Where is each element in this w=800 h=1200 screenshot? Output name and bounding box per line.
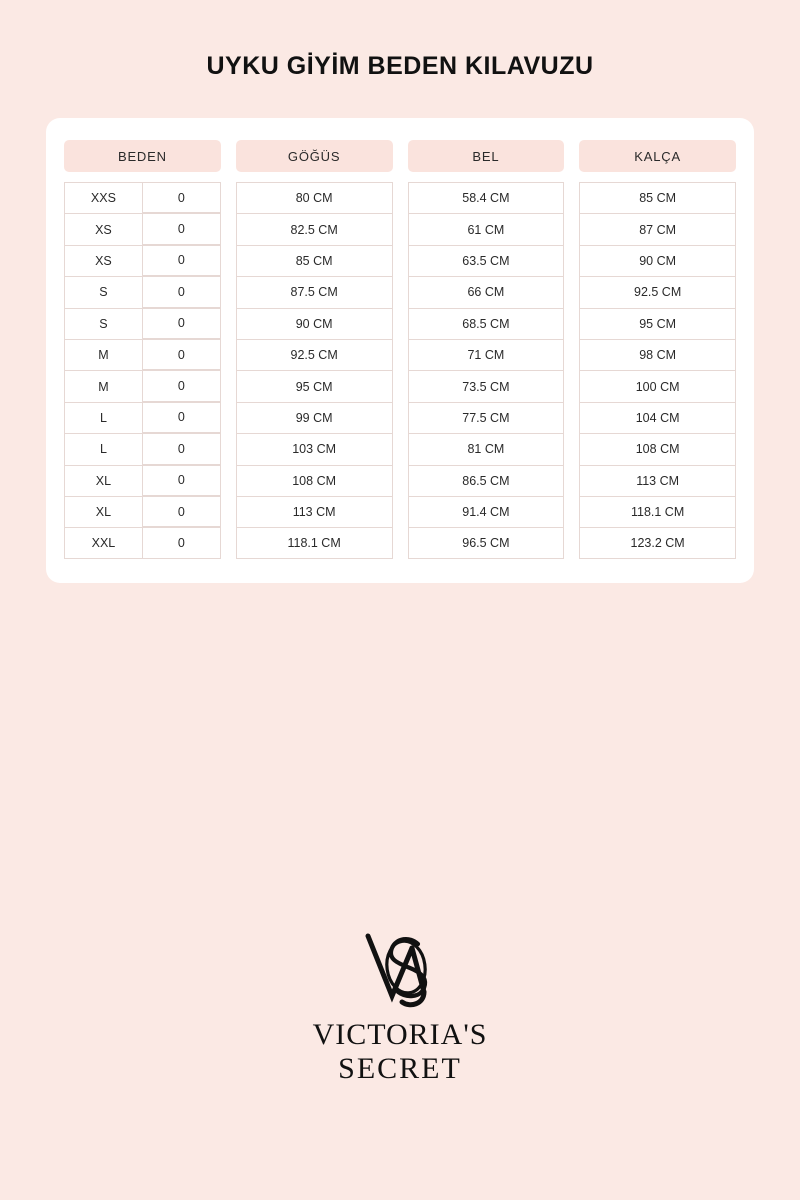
column-gogus <box>236 140 393 559</box>
cell-waist: 91.4 CM <box>408 496 565 527</box>
cell-size-num: 0 <box>142 496 221 527</box>
brand-line-2: SECRET <box>338 1051 462 1085</box>
cell-hip: 95 CM <box>579 308 736 339</box>
cell-size-num: 0 <box>142 213 221 244</box>
cell-size: S <box>64 308 142 339</box>
table-row <box>64 370 221 401</box>
cell-hip: 92.5 CM <box>579 276 736 307</box>
cell-size: XXL <box>64 527 142 558</box>
brand-wordmark <box>0 1018 800 1085</box>
cell-size-num: 0 <box>142 370 221 401</box>
cell-hip: 118.1 CM <box>579 496 736 527</box>
brand-line-1: VICTORIA'S <box>312 1018 488 1051</box>
table-row <box>64 527 221 558</box>
cell-hip: 113 CM <box>579 465 736 496</box>
cell-size: M <box>64 370 142 401</box>
cell-bust: 108 CM <box>236 465 393 496</box>
table-row <box>64 433 221 464</box>
cell-size: L <box>64 402 142 433</box>
column-header-kalca: KALÇA <box>579 140 736 172</box>
column-bel <box>408 140 565 559</box>
size-table-card <box>46 118 754 583</box>
cell-waist: 86.5 CM <box>408 465 565 496</box>
cell-hip: 123.2 CM <box>579 527 736 558</box>
cell-size: XL <box>64 465 142 496</box>
cell-size: XL <box>64 496 142 527</box>
cell-size-num: 0 <box>142 276 221 307</box>
column-header-bel: BEL <box>408 140 565 172</box>
cell-bust: 85 CM <box>236 245 393 276</box>
cell-waist: 77.5 CM <box>408 402 565 433</box>
cell-size-num: 0 <box>142 339 221 370</box>
cell-waist: 58.4 CM <box>408 182 565 213</box>
cell-bust: 90 CM <box>236 308 393 339</box>
brand-footer <box>0 930 800 1085</box>
cell-waist: 71 CM <box>408 339 565 370</box>
cell-waist: 81 CM <box>408 433 565 464</box>
cell-bust: 80 CM <box>236 182 393 213</box>
table-row <box>64 465 221 496</box>
cell-bust: 118.1 CM <box>236 527 393 558</box>
column-body-beden <box>64 182 221 559</box>
cell-waist: 73.5 CM <box>408 370 565 401</box>
cell-hip: 108 CM <box>579 433 736 464</box>
column-kalca <box>579 140 736 559</box>
cell-hip: 98 CM <box>579 339 736 370</box>
page-title: UYKU GİYİM BEDEN KILAVUZU <box>206 52 594 80</box>
cell-bust: 113 CM <box>236 496 393 527</box>
cell-size-num: 0 <box>142 527 221 558</box>
cell-waist: 61 CM <box>408 213 565 244</box>
cell-size-num: 0 <box>142 182 221 213</box>
cell-waist: 96.5 CM <box>408 527 565 558</box>
cell-size: XS <box>64 213 142 244</box>
table-row <box>64 308 221 339</box>
cell-size: S <box>64 276 142 307</box>
column-body-kalca <box>579 182 736 559</box>
cell-bust: 92.5 CM <box>236 339 393 370</box>
cell-size: XS <box>64 245 142 276</box>
table-row <box>64 245 221 276</box>
cell-size-num: 0 <box>142 433 221 464</box>
cell-waist: 66 CM <box>408 276 565 307</box>
table-row <box>64 402 221 433</box>
cell-size: M <box>64 339 142 370</box>
cell-hip: 90 CM <box>579 245 736 276</box>
cell-bust: 82.5 CM <box>236 213 393 244</box>
cell-hip: 85 CM <box>579 182 736 213</box>
cell-size-num: 0 <box>142 465 221 496</box>
cell-hip: 104 CM <box>579 402 736 433</box>
cell-hip: 87 CM <box>579 213 736 244</box>
cell-size: XXS <box>64 182 142 213</box>
cell-size-num: 0 <box>142 402 221 433</box>
cell-waist: 63.5 CM <box>408 245 565 276</box>
column-beden <box>64 140 221 559</box>
column-header-beden: BEDEN <box>64 140 221 172</box>
table-row <box>64 182 221 213</box>
table-row <box>64 276 221 307</box>
vs-monogram-icon <box>340 930 460 1014</box>
column-body-bel <box>408 182 565 559</box>
cell-bust: 87.5 CM <box>236 276 393 307</box>
table-row <box>64 213 221 244</box>
cell-size: L <box>64 433 142 464</box>
column-header-gogus: GÖĞÜS <box>236 140 393 172</box>
size-table <box>64 140 736 559</box>
cell-bust: 99 CM <box>236 402 393 433</box>
cell-waist: 68.5 CM <box>408 308 565 339</box>
cell-hip: 100 CM <box>579 370 736 401</box>
cell-bust: 95 CM <box>236 370 393 401</box>
cell-size-num: 0 <box>142 308 221 339</box>
column-body-gogus <box>236 182 393 559</box>
table-row <box>64 339 221 370</box>
cell-bust: 103 CM <box>236 433 393 464</box>
cell-size-num: 0 <box>142 245 221 276</box>
table-row <box>64 496 221 527</box>
